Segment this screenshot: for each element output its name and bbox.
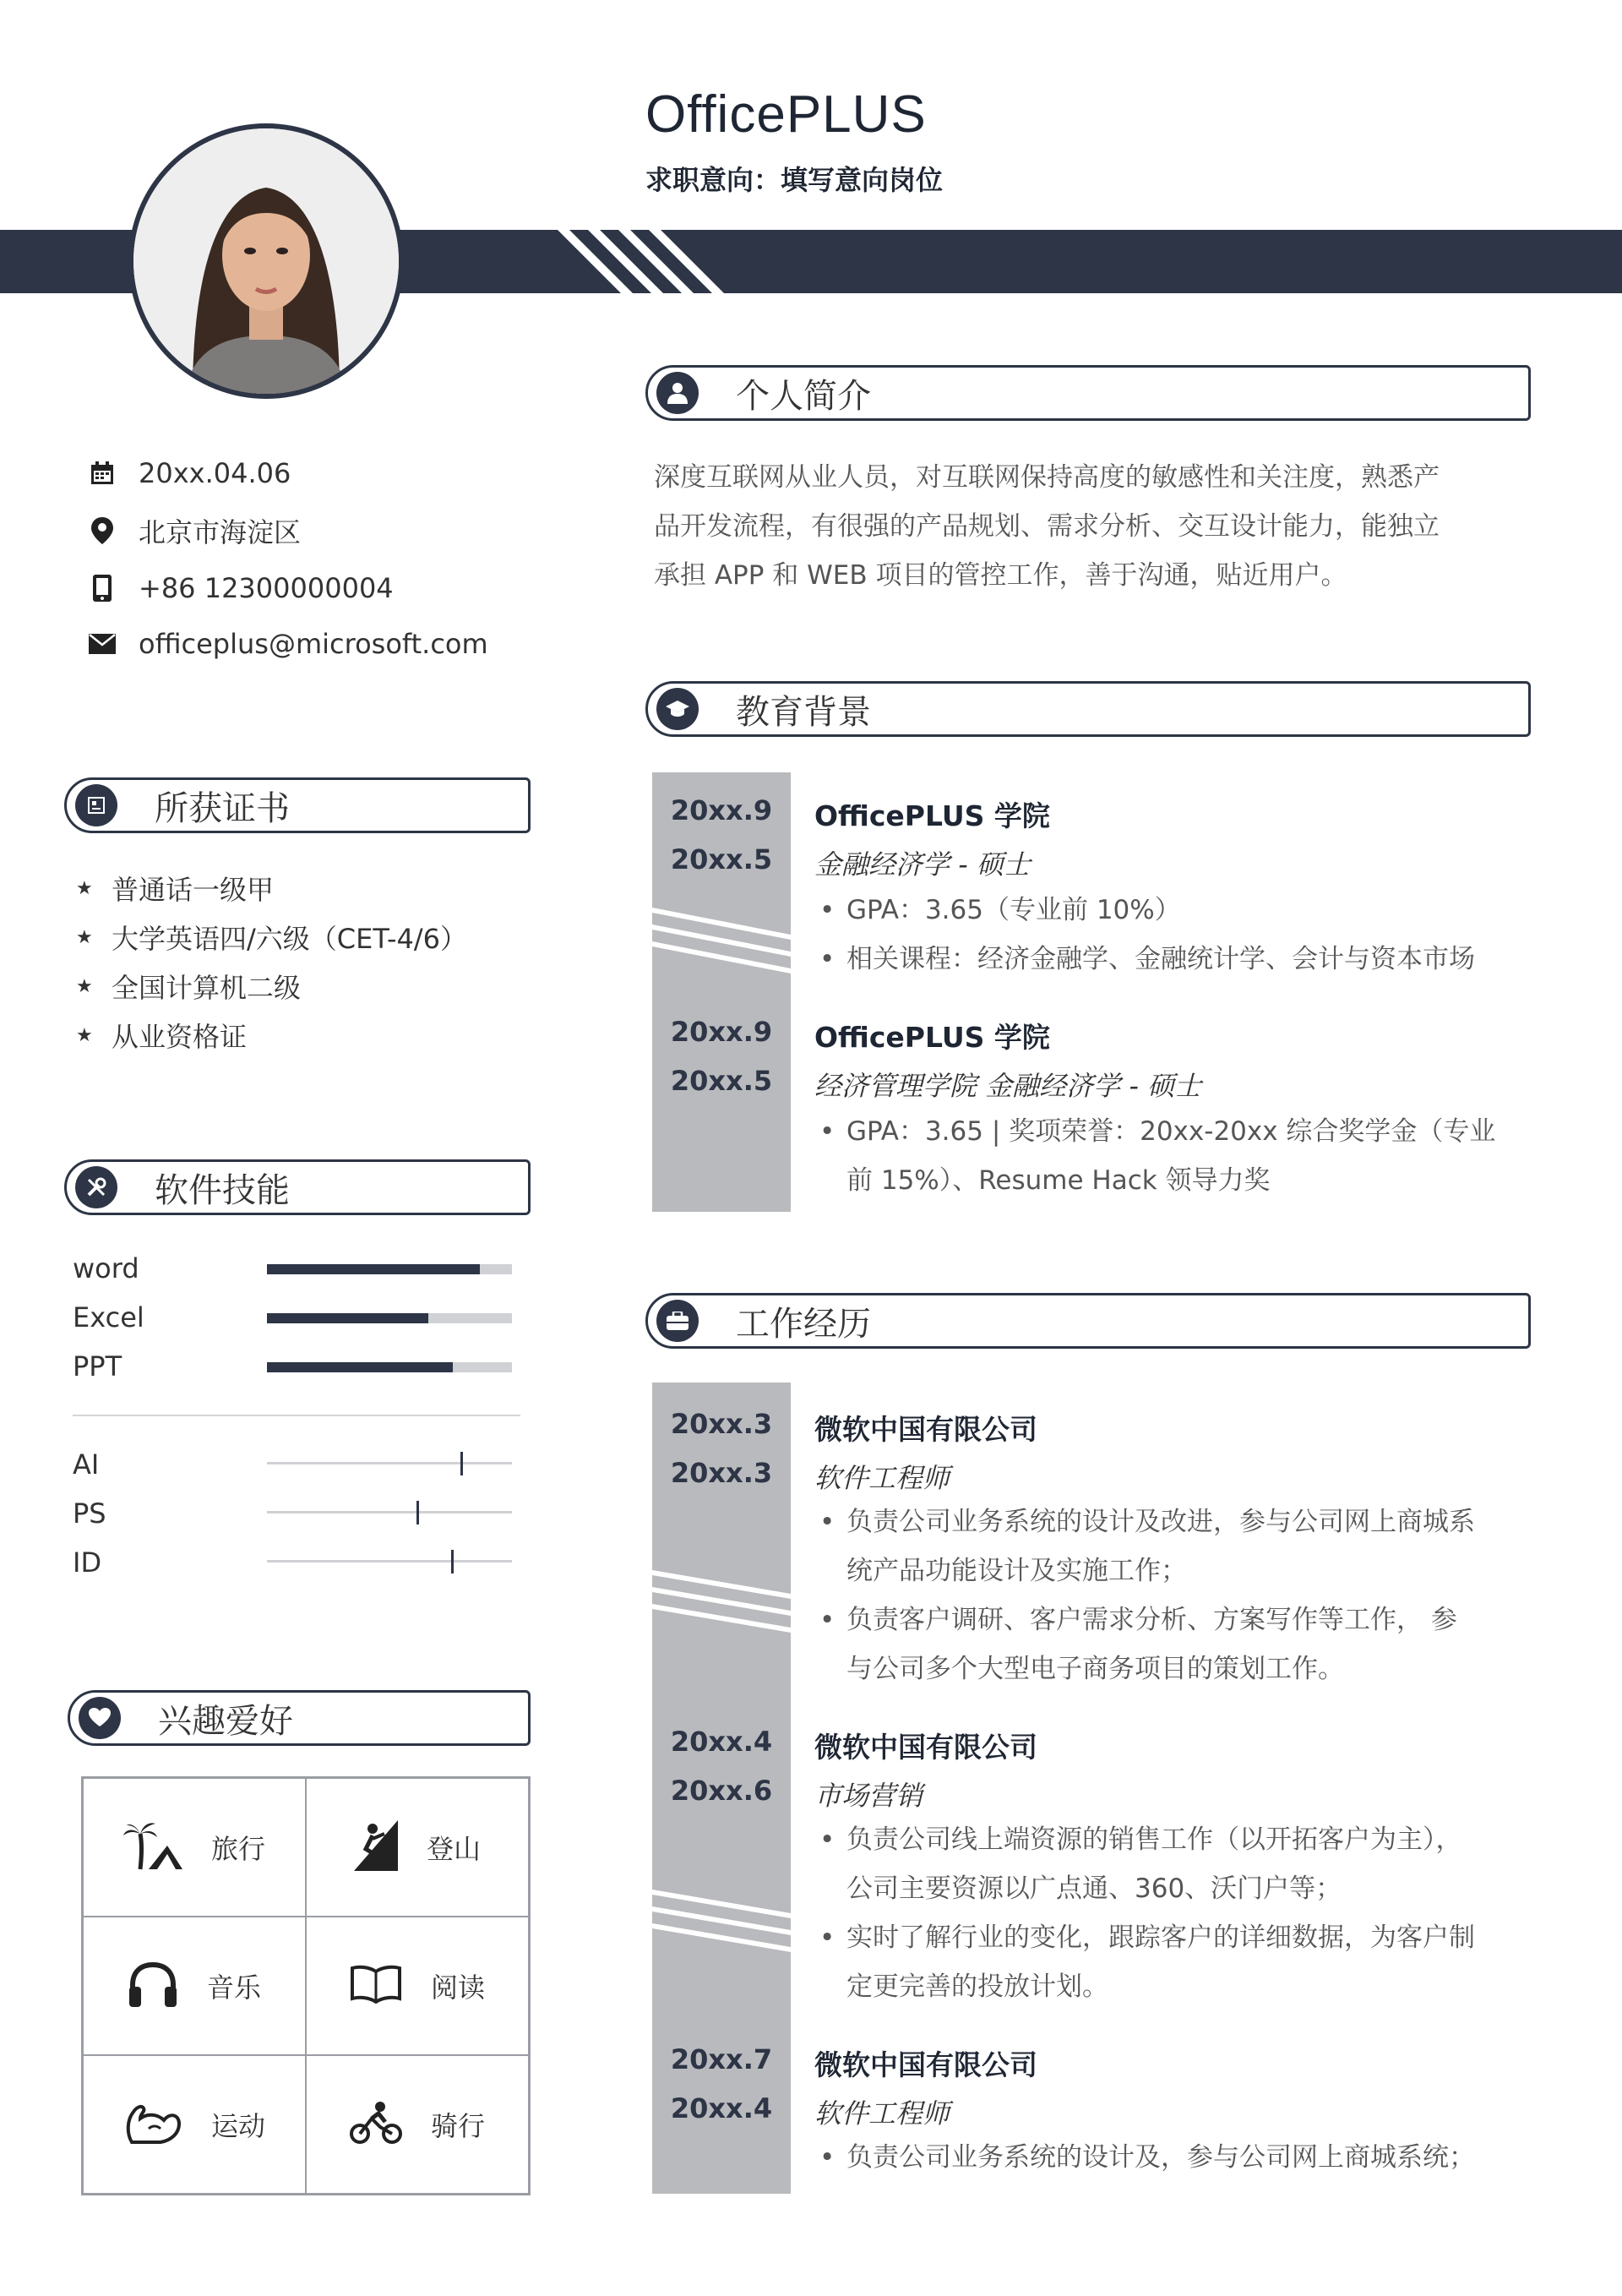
section-profile-title: 个人简介 <box>736 376 871 416</box>
palm-tree-icon <box>123 1820 182 1874</box>
work-bullet-text: 定更完善的投放计划。 <box>846 1972 1108 2002</box>
work-role: 软件工程师 <box>814 2097 950 2130</box>
work-end-date: 20xx.6 <box>670 1775 773 1807</box>
skill-name: word <box>73 1252 139 1284</box>
job-intent: 求职意向：填写意向岗位 <box>645 164 944 196</box>
profile-line: 品开发流程，有很强的产品规划、需求分析、交互设计能力，能独立 <box>654 511 1440 542</box>
person-portrait-icon <box>133 128 399 394</box>
skill-bar-fill <box>267 1313 428 1323</box>
work-end-date: 20xx.3 <box>670 1457 773 1489</box>
edu-school: OfficePLUS 学院 <box>814 799 1050 832</box>
skill-slider <box>267 1511 512 1513</box>
work-bullet-text: 负责客户调研、客户需求分析、方案写作等工作， 参 <box>846 1605 1457 1635</box>
work-role: 市场营销 <box>814 1780 923 1812</box>
muscle-icon <box>123 2100 182 2149</box>
work-bullet-text: 负责公司线上端资源的销售工作（以开拓客户为主）， <box>846 1824 1462 1855</box>
skill-name: AI <box>73 1448 100 1481</box>
section-work-title: 工作经历 <box>736 1304 871 1344</box>
headphones-icon <box>128 1961 178 2010</box>
calendar-icon <box>84 461 120 486</box>
work-bullet-text: 负责公司业务系统的设计及，参与公司网上商城系统； <box>846 2142 1475 2173</box>
work-bullet-text: 负责公司业务系统的设计及改进，参与公司网上商城系 <box>846 1507 1475 1537</box>
user-icon <box>656 372 699 414</box>
climbing-icon <box>354 1820 398 1874</box>
phone-icon <box>84 575 120 602</box>
edu-bullet-text: 前 15%）、Resume Hack 领导力奖 <box>846 1165 1271 1196</box>
edu-end-date: 20xx.5 <box>670 1065 773 1097</box>
email-text: officeplus@microsoft.com <box>139 628 488 660</box>
section-profile <box>645 365 1531 421</box>
envelope-icon <box>84 634 120 654</box>
work-company: 微软中国有限公司 <box>814 1413 1037 1446</box>
edu-start-date: 20xx.9 <box>670 794 773 826</box>
star-icon: ★ <box>76 926 93 948</box>
cert-text: 从业资格证 <box>112 1021 248 1053</box>
skill-slider-marker <box>416 1501 419 1524</box>
location-pin-icon <box>84 517 120 544</box>
hobby-cell-reading <box>306 1917 529 2055</box>
hobby-cell-climbing <box>306 1778 529 1917</box>
profile-line: 承担 APP 和 WEB 项目的管控工作，善于沟通，贴近用户。 <box>654 560 1347 591</box>
work-bullet-text: 统产品功能设计及实施工作； <box>846 1556 1187 1586</box>
hobby-label: 旅行 <box>210 1833 265 1865</box>
profile-line: 深度互联网从业人员，对互联网保持高度的敏感性和关注度，熟悉产 <box>654 462 1440 493</box>
work-bullet-text: 与公司多个大型电子商务项目的策划工作。 <box>846 1654 1344 1684</box>
skill-bar <box>267 1362 512 1372</box>
edu-major: 经济管理学院 金融经济学 - 硕士 <box>814 1070 1202 1102</box>
candidate-name: OfficePLUS <box>645 85 927 144</box>
hobby-label: 阅读 <box>430 1972 485 2004</box>
cert-item <box>76 1011 247 1060</box>
edu-end-date: 20xx.5 <box>670 843 773 875</box>
hobby-cell-travel <box>83 1778 306 1917</box>
section-education <box>645 681 1531 737</box>
hobby-cell-sports <box>83 2055 306 2194</box>
work-bullet-text: 公司主要资源以广点通、360、沃门户等； <box>846 1873 1342 1904</box>
skill-slider <box>267 1462 512 1464</box>
skill-name: PPT <box>73 1350 122 1383</box>
skills-divider <box>73 1415 520 1416</box>
skill-slider-marker <box>460 1452 463 1475</box>
cert-text: 大学英语四/六级（CET-4/6） <box>112 923 468 955</box>
work-company: 微软中国有限公司 <box>814 1731 1037 1764</box>
star-icon: ★ <box>76 975 93 997</box>
skill-name: PS <box>73 1497 106 1530</box>
birthday-text: 20xx.04.06 <box>139 457 291 489</box>
section-certs-title: 所获证书 <box>155 788 290 828</box>
section-work <box>645 1293 1531 1349</box>
briefcase-icon <box>656 1300 699 1342</box>
work-company: 微软中国有限公司 <box>814 2048 1037 2081</box>
heart-icon <box>79 1697 121 1739</box>
edu-bullet-text: 相关课程：经济金融学、金融统计学、会计与资本市场 <box>846 944 1475 974</box>
contact-email <box>84 627 488 661</box>
skill-slider <box>267 1560 512 1562</box>
cert-text: 全国计算机二级 <box>112 972 302 1004</box>
star-icon: ★ <box>76 877 93 899</box>
hobby-cell-music <box>83 1917 306 2055</box>
certificate-icon <box>75 784 117 826</box>
work-role: 软件工程师 <box>814 1462 950 1494</box>
hobby-label: 骑行 <box>430 2110 485 2142</box>
graduation-cap-icon <box>656 688 699 730</box>
edu-start-date: 20xx.9 <box>670 1016 773 1048</box>
hobby-grid <box>81 1776 531 2195</box>
skill-name: Excel <box>73 1301 144 1333</box>
hobby-label: 登山 <box>426 1833 481 1865</box>
work-start-date: 20xx.3 <box>670 1408 773 1440</box>
education-timeline <box>652 772 791 1212</box>
work-bullet-text: 实时了解行业的变化，跟踪客户的详细数据，为客户制 <box>846 1922 1475 1953</box>
cert-item <box>76 864 274 913</box>
skill-bar <box>267 1264 512 1274</box>
stripe-decoration <box>558 230 777 293</box>
edu-major: 金融经济学 - 硕士 <box>814 848 1031 881</box>
hobby-label: 音乐 <box>206 1972 261 2004</box>
skill-bar <box>267 1313 512 1323</box>
edu-bullet-text: GPA：3.65（专业前 10%） <box>846 895 1181 925</box>
section-skills-title: 软件技能 <box>155 1170 290 1210</box>
section-hobbies-title: 兴趣爱好 <box>158 1701 293 1741</box>
cert-item <box>76 913 467 962</box>
profile-summary <box>654 453 1440 600</box>
book-icon <box>350 1965 402 2007</box>
work-end-date: 20xx.4 <box>670 2092 773 2124</box>
hobby-label: 运动 <box>210 2110 265 2142</box>
edu-school: OfficePLUS 学院 <box>814 1021 1050 1054</box>
phone-text: +86 12300000004 <box>139 572 394 604</box>
skill-name: ID <box>73 1546 102 1579</box>
star-icon: ★ <box>76 1024 93 1046</box>
cycling-icon <box>350 2100 402 2149</box>
contact-phone <box>84 571 394 605</box>
section-certs <box>64 777 531 833</box>
tools-icon <box>75 1166 117 1208</box>
hobby-cell-cycling <box>306 2055 529 2194</box>
cert-text: 普通话一级甲 <box>112 874 275 906</box>
section-education-title: 教育背景 <box>736 692 871 732</box>
skill-slider-marker <box>451 1550 454 1573</box>
location-text: 北京市海淀区 <box>139 516 302 548</box>
skill-bar-fill <box>267 1362 453 1372</box>
cert-item <box>76 962 301 1011</box>
section-skills <box>64 1159 531 1215</box>
section-hobbies <box>68 1690 531 1746</box>
work-start-date: 20xx.7 <box>670 2043 773 2075</box>
contact-location <box>84 514 301 548</box>
work-start-date: 20xx.4 <box>670 1726 773 1758</box>
skill-bar-fill <box>267 1264 480 1274</box>
timeline-stripes <box>652 772 791 1212</box>
profile-photo <box>128 123 404 399</box>
contact-birthday <box>84 456 291 490</box>
edu-bullet-text: GPA：3.65 | 奖项荣誉：20xx-20xx 综合奖学金（专业 <box>846 1116 1496 1147</box>
